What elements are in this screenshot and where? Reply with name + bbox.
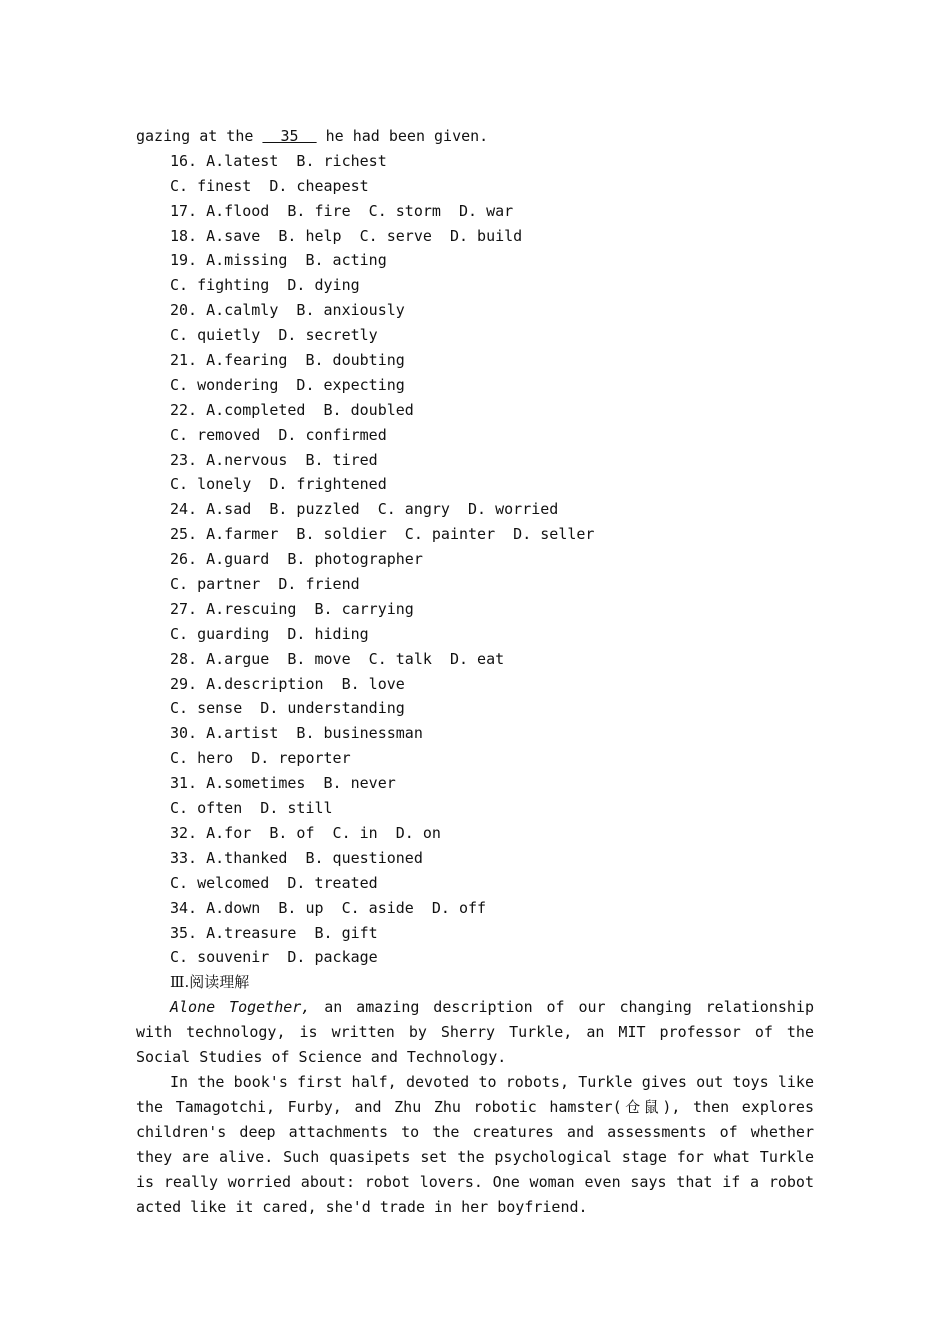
option-line: C. souvenir D. package xyxy=(170,948,378,967)
option-line: 18. A.save B. help C. serve D. build xyxy=(170,226,523,245)
option-line: 17. A.flood B. fire C. storm D. war xyxy=(170,201,514,220)
option-line: C. lonely D. frightened xyxy=(170,475,387,494)
option-line: 26. A.guard B. photographer xyxy=(170,550,423,569)
option-line: 28. A.argue B. move C. talk D. eat xyxy=(170,649,505,668)
option-line: 31. A.sometimes B. never xyxy=(170,774,396,793)
option-line: 25. A.farmer B. soldier C. painter D. seller xyxy=(170,525,595,544)
option-line: C. welcomed D. treated xyxy=(170,873,378,892)
option-line: 19. A.missing B. acting xyxy=(170,251,387,270)
section-heading: Ⅲ.阅读理解 xyxy=(170,973,250,992)
option-line: C. finest D. cheapest xyxy=(170,176,369,195)
option-line: C. removed D. confirmed xyxy=(170,425,387,444)
intro-text-after: he had been given. xyxy=(316,127,489,145)
option-line: 34. A.down B. up C. aside D. off xyxy=(170,898,487,917)
option-line: 32. A.for B. of C. in D. on xyxy=(170,823,441,842)
option-line: 27. A.rescuing B. carrying xyxy=(170,599,414,618)
intro-line xyxy=(136,124,814,149)
passage-paragraph-1 xyxy=(136,995,814,1070)
option-line: C. hero D. reporter xyxy=(170,749,351,768)
option-line: C. wondering D. expecting xyxy=(170,375,405,394)
option-line: 24. A.sad B. puzzled C. angry D. worried xyxy=(170,500,559,519)
option-line: 20. A.calmly B. anxiously xyxy=(170,301,405,320)
paragraph-1-text: an amazing description of our changing relationship with technology, is written by Sherry Turkle, an MIT professor of the Social Studies of Science and Technology. xyxy=(136,998,814,1067)
option-line: C. partner D. friend xyxy=(170,575,360,594)
option-line: 33. A.thanked B. questioned xyxy=(170,848,423,867)
option-line: C. quietly D. secretly xyxy=(170,326,378,345)
passage-paragraph-2 xyxy=(136,1070,814,1220)
blank-35: 35 xyxy=(262,127,317,145)
options-list xyxy=(136,149,814,970)
option-line: C. fighting D. dying xyxy=(170,276,360,295)
option-line: 30. A.artist B. businessman xyxy=(170,724,423,743)
option-line: C. often D. still xyxy=(170,799,333,818)
option-line: C. guarding D. hiding xyxy=(170,624,369,643)
option-line: C. sense D. understanding xyxy=(170,699,405,718)
option-line: 35. A.treasure B. gift xyxy=(170,923,378,942)
option-line: 23. A.nervous B. tired xyxy=(170,450,378,469)
option-line: 29. A.description B. love xyxy=(170,674,405,693)
intro-text-before: gazing at the xyxy=(136,127,263,145)
option-line: 16. A.latest B. richest xyxy=(170,151,387,170)
option-line: 22. A.completed B. doubled xyxy=(170,400,414,419)
book-title: Alone Together, xyxy=(170,998,311,1017)
option-line: 21. A.fearing B. doubting xyxy=(170,351,405,370)
document-content xyxy=(136,124,814,1220)
paragraph-2-text: In the book's first half, devoted to robots, Turkle gives out toys like the Tamagotchi, Furby, and Zhu Zhu robotic hamster(仓鼠), then explores children's deep attachments to the creatures and assessments of whether they are alive. Such quasipets set the psychological stage for what Turkle is really worried about: robot lovers. One woman even says that if a robot acted like it cared, she'd trade in her boyfriend. xyxy=(136,1073,814,1217)
